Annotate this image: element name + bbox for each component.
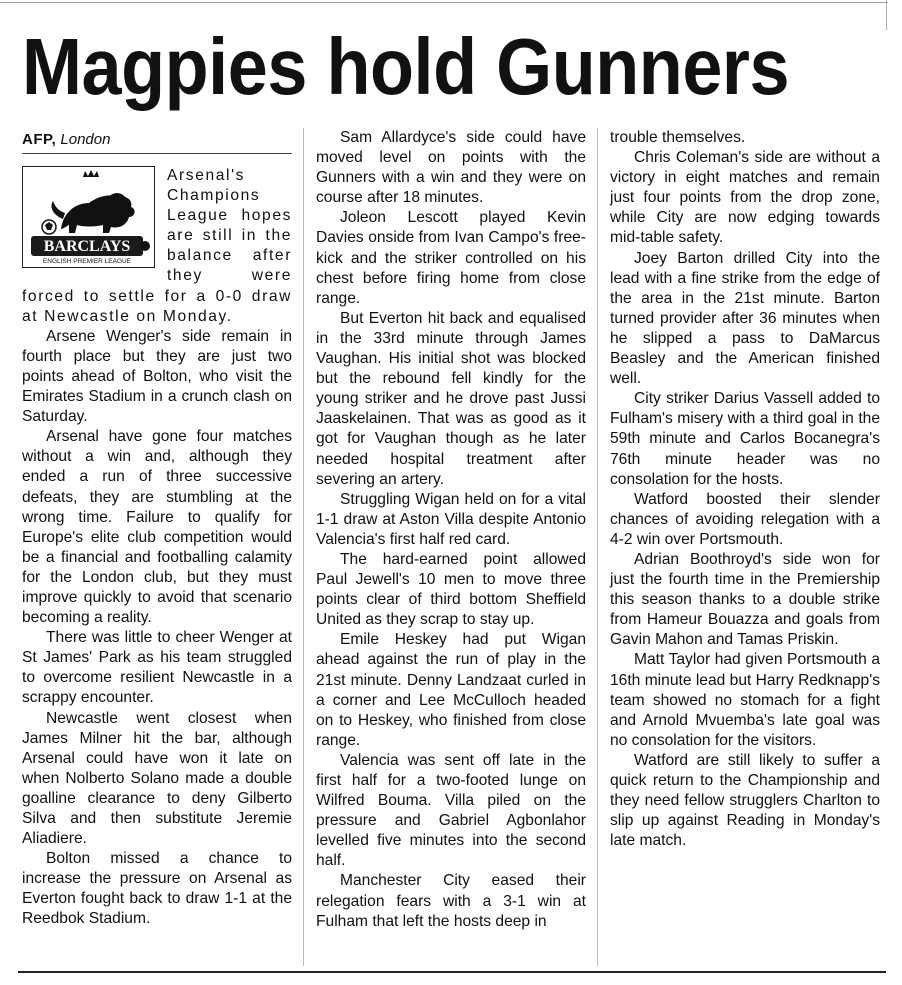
paragraph: Valencia was sent off late in the first half for a two-footed lunge on Wilfred Bouma. Villa piled on the pressure and Gabriel Agbonlahor levelled five minutes into the second half. — [316, 751, 586, 870]
paragraph: Sam Allardyce's side could have moved level on points with the Gunners with a win and they were on course after 18 minutes. — [316, 129, 586, 207]
article-column-3 — [610, 128, 880, 851]
paragraph: Arsene Wenger's side remain in fourth place but they are just two points ahead of Bolton, who visit the Emirates Stadium in a crunch clash on Saturday. — [22, 327, 292, 426]
paragraph: City striker Darius Vassell added to Fulham's misery with a third goal in the 59th minute and Carlos Bocanegra's 76th minute header was no consolation for the hosts. — [610, 390, 880, 488]
paragraph: Chris Coleman's side are without a victory in eight matches and remain just four points from the drop zone, while City are now edging towards mid-table safety. — [610, 149, 880, 247]
column-divider — [597, 128, 598, 966]
paragraph: Watford are still likely to suffer a quick return to the Championship and they need fellow strugglers Charlton to slip up against Reading in Monday's late match. — [610, 751, 880, 850]
paragraph: There was little to cheer Wenger at St James' Park as his team struggled to overcome resilient Newcastle in a scrappy encounter. — [22, 629, 292, 707]
paragraph: Watford boosted their slender chances of avoiding relegation with a 4-2 win over Portsmouth. — [610, 490, 880, 548]
paragraph: Adrian Boothroyd's side won for just the fourth time in the Premiership this season thanks to a double strike from Hameur Bouazza and goals from Gavin Mahon and Tamas Priskin. — [610, 550, 880, 649]
article-column-2 — [316, 128, 586, 932]
paragraph: Struggling Wigan held on for a vital 1-1 draw at Aston Villa despite Antonio Valencia's first half red card. — [316, 490, 586, 548]
paragraph: Emile Heskey had put Wigan ahead against the run of play in the 21st minute. Denny Landzaat curled in a corner and Lee McCulloch headed on to Heskey, who finished from close range. — [316, 631, 586, 749]
byline — [22, 128, 292, 151]
bottom-border — [18, 971, 886, 973]
logo-name: BARCLAYS — [43, 238, 131, 255]
paragraph: Arsenal have gone four matches without a win and, although they ended a run of three successive defeats, they are stumbling at the wrong time. Failure to qualify for Europe's elite club competition would be a financial and footballing calamity for the London club, but they must improve quickly to avoid that scenario becoming a reality. — [22, 428, 292, 627]
lion-crown-icon — [23, 167, 153, 266]
paragraph: Manchester City eased their relegation fears with a 3-1 win at Fulham that left the hosts deep in — [316, 872, 586, 930]
paragraph: Matt Taylor had given Portsmouth a 16th minute lead but Harry Redknapp's team showed no stomach for a fight and Arnold Mvuemba's late goal was no consolation for the visitors. — [610, 651, 880, 749]
paragraph: trouble themselves. — [610, 129, 746, 146]
paragraph: Joleon Lescott played Kevin Davies onside from Ivan Campo's free-kick and the striker controlled on his chest before firing home from close range. — [316, 209, 586, 307]
premier-league-logo — [22, 166, 155, 268]
top-border — [0, 2, 888, 3]
paragraph: Joey Barton drilled City into the lead with a fine strike from the edge of the area in the 21st minute. Barton turned provider after 36 minutes when he slipped a pass to DaMarcus Beasley and the American finished well. — [610, 249, 880, 388]
paragraph: Arsenal's Champions League hopes are still in the balance after they were forced to settle for a 0-0 draw at Newcastle on Monday. — [22, 167, 292, 325]
paragraph: Bolton missed a chance to increase the pressure on Arsenal as Everton fought back to draw 1-1 at the Reedbok Stadium. — [22, 850, 292, 928]
byline-city: London — [60, 131, 111, 148]
paragraph: But Everton hit back and equalised in the 33rd minute through James Vaughan. His initial shot was blocked but the rebound fell kindly for the young striker and he drove past Jussi Jaaskelainen. That was as good as it got for Vaughan though as he later needed hospital treatment after severing an artery. — [316, 309, 586, 488]
logo-subtitle: ENGLISH PREMIER LEAGUE — [42, 258, 132, 265]
column-divider — [303, 128, 304, 966]
paragraph: The hard-earned point allowed Paul Jewell's 10 men to move three points clear of third bottom Sheffield United as they scrap to stay up. — [316, 550, 586, 629]
headline: Magpies hold Gunners — [22, 22, 790, 111]
byline-agency: AFP, — [22, 131, 57, 148]
paragraph: Newcastle went closest when James Milner hit the bar, although Arsenal could have won it late on when Nolberto Solano made a double goalline clearance to deny Gilberto Silva and then substitute Jeremie Aliadiere. — [22, 709, 292, 848]
right-border — [886, 0, 887, 30]
byline-rule — [22, 153, 292, 154]
article-column-1 — [22, 128, 292, 930]
